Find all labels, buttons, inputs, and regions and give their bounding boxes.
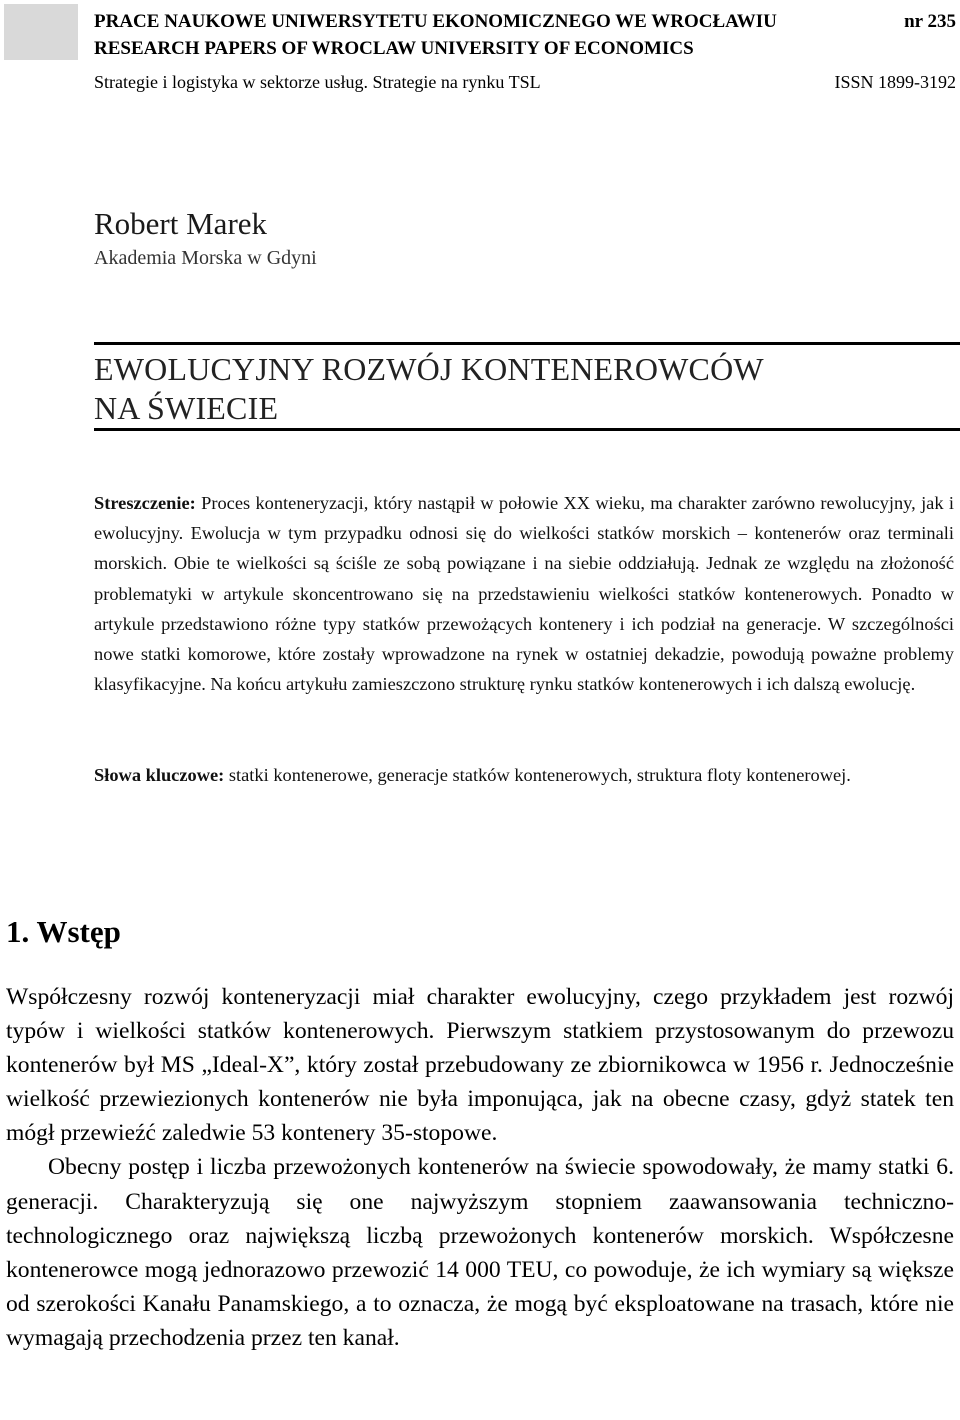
keywords [94,760,954,790]
author-name: Robert Marek [94,206,268,241]
keywords-label: Słowa kluczowe: [94,765,225,785]
series-line [94,70,956,94]
section-heading: 1. Wstęp [6,914,121,949]
body-paragraph: Współczesny rozwój konteneryzacji miał charakter ewolucyjny, czego przykładem jest rozwój typów i wielkości statków kontenerowych. Pierwszym statkiem przystosowanym do przewozu kontenerów był MS „Ideal-X”, który został przebudowany ze zbiornikowca w 1956 r. Jednocześnie wielkość przewiezionych kontenerów nie była imponująca, jak na obecne czasy, gdyż statek ten mógł przewieźć zaledwie 53 kontenery 35-stopowe. [6,984,954,1147]
section-body [6,980,954,1355]
abstract [94,488,954,699]
author-affiliation: Akademia Morska w Gdyni [94,247,317,269]
journal-title-polish: PRACE NAUKOWE UNIWERSYTETU EKONOMICZNEGO WE WROCŁAWIU [94,11,777,32]
journal-header [94,8,956,62]
article-title-line2: NA ŚWIECIE [94,390,279,426]
journal-number: nr 235 [904,11,956,32]
header-gray-block [4,4,78,60]
issn: ISSN 1899-3192 [834,72,956,92]
article-title [94,350,954,428]
abstract-label: Streszczenie: [94,493,196,513]
keywords-text: statki kontenerowe, generacje statków kontenerowych, struktura floty kontenerowej. [228,765,851,785]
series-title: Strategie i logistyka w sektorze usług. Strategie na rynku TSL [94,72,541,92]
journal-title-english: RESEARCH PAPERS OF WROCLAW UNIVERSITY OF ECONOMICS [94,38,694,59]
abstract-text: Proces konteneryzacji, który nastąpił w połowie XX wieku, ma charakter zarówno rewolucyjny, jak i ewolucyjny. Ewolucja w tym przypadku odnosi się do wielkości statków morskich – kontenerów oraz terminali morskich. Obie te wielkości są ściśle ze sobą powiązane i na siebie oddziałują. Jednak ze względu na złożoność problematyki w artykule skoncentrowano się na przedstawieniu wielkości statków kontenerowych. Ponadto w artykule przedstawiono różne typy statków przewożących kontenery i ich podział na generacje. W szczególności nowe statki komorowe, które zostały wprowadzone na rynek w ostatniej dekadzie, powodują poważne problemy klasyfikacyjne. Na końcu artykułu zamieszczono strukturę rynku statków kontenerowych i ich dalszą ewolucję. [94,493,954,695]
article-title-line1: EWOLUCYJNY ROZWÓJ KONTENEROWCÓW [94,351,764,387]
body-paragraph: Obecny postęp i liczba przewożonych kontenerów na świecie spowodowały, że mamy statki 6. generacji. Charakteryzują się one najwyższym stopniem zaawansowania techniczno-technologicznego oraz największą liczbą przewożonych kontenerów morskich. Współczesne kontenerowce mogą jednorazowo przewozić 14 000 TEU, co powoduje, że ich wymiary są większe od szerokości Kanału Panamskiego, a to oznacza, że mogą być eksploatowane na trasach, które nie wymagają przechodzenia przez ten kanał. [6,1154,954,1351]
title-top-rule [94,342,960,345]
title-bottom-rule [94,428,960,431]
